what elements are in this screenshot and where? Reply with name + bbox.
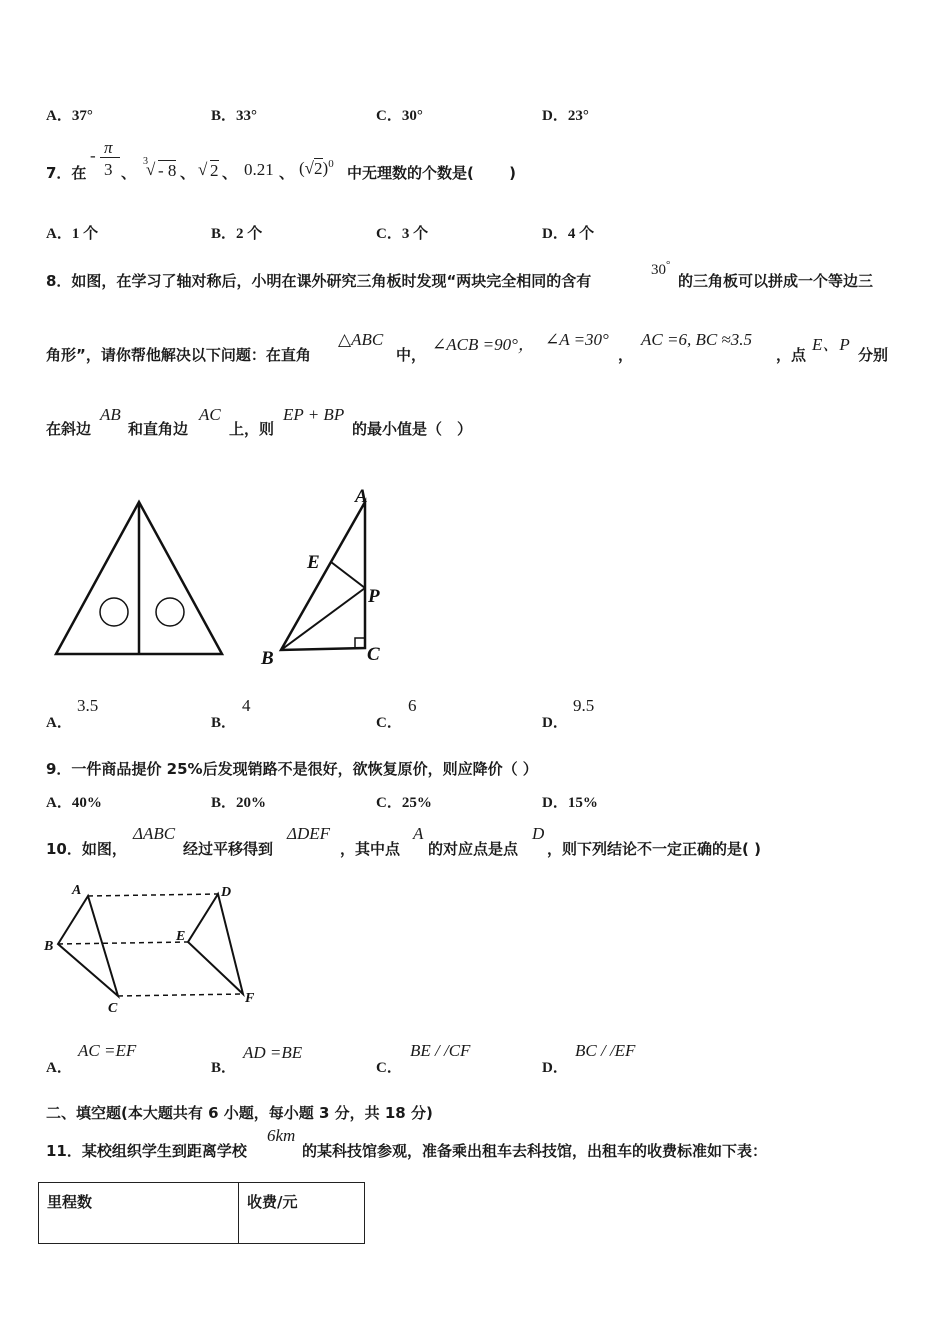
q8-line1-a: 8．如图，在学习了轴对称后，小明在课外研究三角板时发现“两块完全相同的含有: [46, 272, 592, 290]
q6-option-c[interactable]: C．30°: [376, 108, 423, 124]
q10-translation-figure: [40, 878, 270, 1018]
q8-line1-b: 的三角板可以拼成一个等边三: [678, 272, 874, 290]
section-2-title: 二、填空题(本大题共有 6 小题，每小题 3 分，共 18 分): [46, 1104, 433, 1122]
q9-option-d[interactable]: D．15%: [542, 795, 598, 811]
q7-three: 3: [104, 160, 113, 179]
triangle-abc: [281, 502, 365, 650]
q8-he: 和直角边: [128, 420, 189, 438]
segment-ad: [88, 894, 218, 896]
q7-sep-1: 、: [121, 164, 137, 182]
triangle-def: [188, 894, 243, 994]
q10-option-b-value: AD =BE: [243, 1043, 303, 1062]
label-b: B: [261, 648, 274, 669]
q8-sum: EP + BP: [283, 405, 345, 424]
q10-option-c-label[interactable]: C．: [376, 1060, 402, 1076]
q11-distance: 6km: [267, 1126, 296, 1145]
q7-radical-2: √: [198, 160, 208, 179]
q7-sep-3: 、: [222, 164, 238, 182]
q7-sep-4: 、: [279, 164, 295, 182]
q10-option-a-label[interactable]: A．: [46, 1060, 72, 1076]
q8-tail: 的最小值是（ ）: [352, 420, 473, 438]
segment-ep: [331, 562, 365, 588]
right-hole: [156, 598, 184, 626]
q8-line3-a: 在斜边: [46, 420, 92, 438]
q7-option-d[interactable]: D．4 个: [542, 226, 595, 242]
q9-option-b[interactable]: B．20%: [211, 795, 267, 811]
q8-line2-a: 角形”，请你帮他解决以下问题：在直角: [46, 346, 311, 364]
q9-option-a[interactable]: A．40%: [46, 795, 102, 811]
label-d: D: [221, 885, 232, 900]
q7-pi: π: [104, 138, 113, 157]
q10-option-b-label[interactable]: B．: [211, 1060, 237, 1076]
q6-option-d[interactable]: D．23°: [542, 108, 589, 124]
label-c: C: [108, 1001, 118, 1016]
q7-prefix: 7．在: [46, 164, 87, 182]
table-header-fee: 收费/元: [239, 1183, 365, 1244]
q8-right-triangle-figure: [255, 482, 395, 672]
q8-option-c-label[interactable]: C．: [376, 715, 402, 731]
q7-option-c[interactable]: C．3 个: [376, 226, 429, 242]
q6-option-a[interactable]: A．37°: [46, 108, 93, 124]
q8-ab: AB: [100, 405, 121, 424]
q8-option-a-label[interactable]: A．: [46, 715, 72, 731]
q10-mid1: 经过平移得到: [183, 840, 274, 858]
q9-option-c[interactable]: C．25%: [376, 795, 432, 811]
q11-pre: 11．某校组织学生到距离学校: [46, 1142, 247, 1160]
q8-dian: ，点: [776, 346, 807, 364]
q10-option-d-label[interactable]: D．: [542, 1060, 568, 1076]
triangle-abc: [58, 896, 118, 996]
label-e: E: [176, 929, 186, 944]
q8-option-b-value: 4: [242, 696, 251, 715]
segment-be: [58, 942, 188, 944]
q10-option-c-value: BE / /CF: [410, 1041, 471, 1060]
q7-tail: 中无理数的个数是( ): [347, 164, 516, 182]
q7-sqrt-value: 2: [210, 161, 219, 180]
q9-text: 9．一件商品提价 25%后发现销路不是很好，欲恢复原价，则应降价（ ）: [46, 760, 538, 778]
q8-equilateral-figure: [50, 492, 230, 662]
q7-option-b[interactable]: B．2 个: [211, 226, 263, 242]
q7-sep-2: 、: [180, 164, 196, 182]
label-p: P: [368, 586, 380, 607]
q6-option-b[interactable]: B．33°: [211, 108, 258, 124]
q10-option-d-value: BC / /EF: [575, 1041, 636, 1060]
q8-triangle-abc: △ABC: [338, 330, 384, 349]
label-a: A: [72, 883, 82, 898]
q7-power-expr: $(√2)^0$: [299, 158, 334, 178]
q8-angle-acb: ∠ACB =90°，: [432, 335, 535, 354]
q8-option-d-label[interactable]: D．: [542, 715, 568, 731]
right-angle-mark: [355, 638, 365, 648]
label-f: F: [245, 991, 255, 1006]
q10-d: D: [532, 824, 545, 843]
label-b: B: [44, 939, 54, 954]
segment-bp: [281, 588, 365, 650]
table-header-mileage: 里程数: [39, 1183, 239, 1244]
q10-tail: ，则下列结论不一定正确的是( ): [547, 840, 761, 858]
q8-ac: AC: [199, 405, 221, 424]
q10-mid2: ，其中点: [340, 840, 401, 858]
q8-angle-a: ∠A =30°: [545, 330, 609, 349]
label-c: C: [367, 644, 380, 665]
q8-shang: 上，则: [229, 420, 275, 438]
table-row: [39, 1183, 365, 1244]
q8-option-c-value: 6: [408, 696, 417, 715]
q8-option-d-value: 9.5: [573, 696, 595, 715]
q10-mid3: 的对应点是点: [428, 840, 519, 858]
q10-abc: ΔABC: [133, 824, 176, 843]
label-e: E: [307, 552, 320, 573]
q8-option-a-value: 3.5: [77, 696, 99, 715]
q7-cbrt-value: - 8: [158, 161, 177, 180]
q8-zhong: 中，: [396, 346, 427, 364]
q7-radical-1: √: [146, 160, 156, 179]
q10-option-a-value: AC =EF: [78, 1041, 137, 1060]
q11-tail: 的某科技馆参观，准备乘出租车去科技馆，出租车的收费标准如下表：: [302, 1142, 768, 1160]
q7-cbrt-index: 3: [143, 156, 148, 167]
segment-cf: [118, 994, 243, 996]
q7-decimal: 0.21: [244, 160, 274, 179]
left-hole: [100, 598, 128, 626]
q8-deg30: 30°: [651, 259, 671, 278]
q7-option-a[interactable]: A．1 个: [46, 226, 99, 242]
q10-pre: 10．如图，: [46, 840, 127, 858]
q7-minus: -: [90, 146, 96, 165]
q8-fenbie: 分别: [858, 346, 889, 364]
q8-points-ep: E、P: [812, 335, 850, 354]
q7-fraction-bar: [100, 157, 120, 158]
q8-option-b-label[interactable]: B．: [211, 715, 237, 731]
label-a: A: [355, 486, 368, 507]
q11-fee-table: [38, 1182, 365, 1244]
q10-def: ΔDEF: [287, 824, 331, 843]
q8-sides: AC =6, BC ≈3.5: [641, 330, 752, 349]
q8-comma: ，: [618, 346, 634, 364]
q10-a: A: [413, 824, 424, 843]
